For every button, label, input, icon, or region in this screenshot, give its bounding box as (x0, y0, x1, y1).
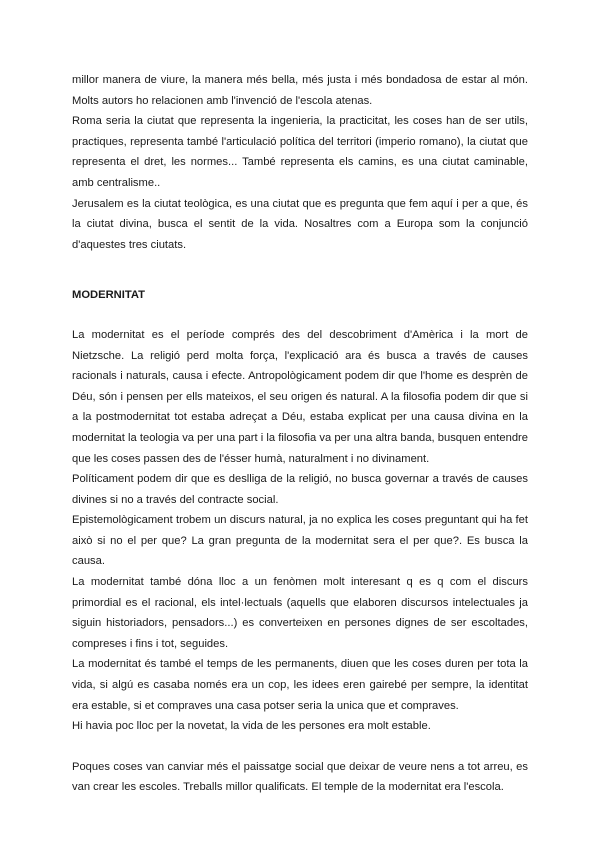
paragraph-novelty: Hi havia poc lloc per la novetat, la vida de les persones era molt estable. (72, 720, 431, 733)
document-body (72, 70, 528, 798)
paragraph-intellectuals: La modernitat també dóna lloc a un fenòmen molt interesant q es q com el discurs primordial es el racional, els intel·lectuals (aquells que elaboren discursos intelectuales ja siguin historiadors, pensadors...) es converteixen en persones dignes de ser escoltades, compreses i fins i tot, seguides. (72, 576, 528, 650)
paragraph-permanence: La modernitat és també el temps de les permanents, diuen que les coses duren per tota la vida, si algú es casaba només era un cop, les idees eren gairebé per sempre, la identitat era estable, si et compraves una casa potser seria la unica que et compraves. (72, 658, 528, 712)
paragraph-politics: Políticament podem dir que es deslliga de la religió, no busca governar a través de causes divines si no a través del contracte social. (72, 473, 528, 506)
section-heading-modernitat: MODERNITAT (72, 289, 145, 302)
paragraph-athens-continued: millor manera de viure, la manera més bella, més justa i més bondadosa de estar al món. Molts autors ho relacionen amb l'invenció de l'escola atenas. (72, 74, 528, 107)
paragraph-jerusalem: Jerusalem es la ciutat teològica, es una ciutat que es pregunta que fem aquí i per a que, és la ciutat divina, busca el sentit de la vida. Nosaltres com a Europa som la conjunció d'aquestes tres ciutats. (72, 197, 528, 251)
paragraph-schools: Poques coses van canviar més el paissatge social que deixar de veure nens a tot arreu, es van crear les escoles. Treballs millor qualificats. El temple de la modernitat era l'escola. (72, 760, 528, 794)
paragraph-epistemology: Epistemològicament trobem un discurs natural, ja no explica les coses preguntant qui ha fet això si no el per que? La gran pregunta de la modernitat sera el per que?. Es busca la causa. (72, 514, 528, 568)
paragraph-modernitat-intro: La modernitat es el període comprés des del descobriment d'Amèrica i la mort de Nietzsche. La religió perd molta força, l'explicació ara és busca a través de causes racionals i naturals, causa i efecte. Antropològicament podem dir que l'home es desprèn de Déu, són i pensen per ells mateixos, el seu origen és natural. A la filosofia podem dir que si a la postmodernitat tot estaba adreçat a Déu, estaba explicat per una causa divina en la modernitat la teologia va per una part i la filosofia va per una altra banda, busquen entendre que les coses passen des de l'ésser humà, naturalment i no divinament. (72, 328, 528, 465)
paragraph-rome: Roma seria la ciutat que representa la ingenieria, la practicitat, les coses han de ser utils, practiques, representa també l'articulació política del territori (imperio romano), la ciutat que representa el dret, les normes... També representa els camins, es una ciutat caminable, amb centralisme.. (72, 115, 528, 189)
